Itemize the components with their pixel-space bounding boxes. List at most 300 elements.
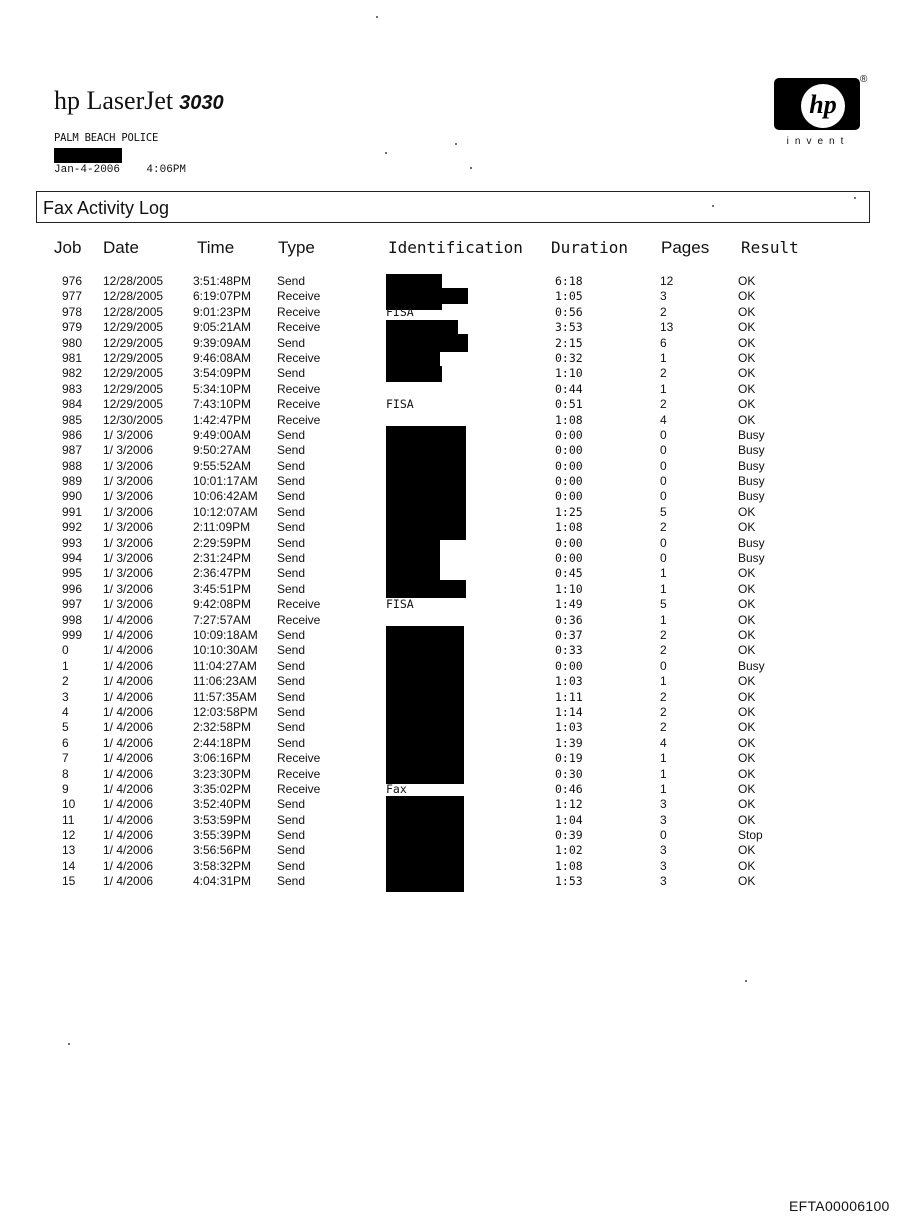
cell-time: 9:46:08AM (193, 350, 252, 365)
cell-result: OK (738, 704, 756, 719)
cell-time: 6:19:07PM (193, 289, 252, 304)
table-row (0, 305, 916, 320)
cell-job: 12 (62, 828, 76, 843)
column-header-type: Type (278, 238, 315, 257)
cell-dur: 3:53 (555, 320, 583, 335)
cell-type: Send (277, 689, 306, 704)
cell-type: Send (277, 443, 306, 458)
cell-result: OK (738, 781, 756, 796)
cell-job: 976 (62, 274, 83, 288)
cell-pages: 1 (660, 751, 667, 766)
column-header-time: Time (197, 238, 235, 257)
cell-pages: 0 (660, 828, 667, 843)
cell-date: 1/ 4/2006 (103, 812, 154, 827)
cell-pages: 2 (660, 704, 667, 719)
cell-pages: 0 (660, 535, 667, 550)
cell-time: 3:06:16PM (193, 751, 252, 766)
cell-time: 11:06:23AM (193, 674, 257, 689)
table-row (0, 720, 916, 735)
logo-box (774, 78, 860, 130)
cell-job: 989 (62, 474, 83, 489)
table-row (0, 443, 916, 458)
cell-type: Send (277, 520, 306, 535)
table-row (0, 336, 916, 351)
cell-type: Receive (277, 289, 321, 304)
cell-pages: 3 (660, 812, 667, 827)
cell-date: 1/ 3/2006 (103, 566, 154, 581)
cell-time: 3:45:51PM (193, 581, 252, 596)
cell-result: Busy (738, 474, 765, 489)
cell-type: Send (277, 535, 306, 550)
cell-date: 12/29/2005 (103, 350, 164, 365)
cell-result: OK (738, 366, 756, 381)
table-row (0, 751, 916, 766)
hp-logo (768, 74, 868, 154)
cell-dur: 1:08 (555, 858, 583, 873)
logo-disc (801, 84, 845, 128)
logo-mark: hp (809, 90, 837, 119)
cell-date: 1/ 4/2006 (103, 858, 154, 873)
cell-result: OK (738, 397, 756, 412)
cell-time: 3:56:56PM (193, 843, 252, 858)
cell-dur: 0:19 (555, 751, 583, 766)
scan-speck (712, 205, 714, 207)
cell-result: OK (738, 751, 756, 766)
cell-job: 7 (62, 751, 69, 766)
table-row (0, 643, 916, 658)
cell-time: 9:50:27AM (193, 443, 252, 458)
cell-date: 1/ 3/2006 (103, 581, 154, 596)
table-row (0, 582, 916, 597)
cell-job: 0 (62, 643, 69, 658)
column-header-duration: Duration (551, 238, 629, 257)
cell-type: Send (277, 704, 306, 719)
cell-pages: 2 (660, 520, 667, 535)
cell-time: 10:12:07AM (193, 504, 258, 519)
cell-time: 10:01:17AM (193, 474, 258, 489)
cell-result: Busy (738, 535, 765, 550)
cell-job: 988 (62, 458, 83, 473)
cell-time: 9:01:23PM (193, 304, 252, 319)
table-row (0, 613, 916, 628)
cell-job: 995 (62, 566, 83, 581)
column-header-result: Result (741, 238, 799, 257)
cell-time: 9:49:00AM (193, 427, 252, 442)
cell-date: 12/28/2005 (103, 274, 164, 288)
cell-date: 1/ 4/2006 (103, 612, 154, 627)
cell-date: 1/ 4/2006 (103, 751, 154, 766)
table-row (0, 797, 916, 812)
cell-result: Busy (738, 489, 765, 504)
cell-dur: 0:36 (555, 612, 583, 627)
scan-speck (68, 1043, 70, 1045)
cell-result: Busy (738, 443, 765, 458)
table-row (0, 674, 916, 689)
cell-job: 998 (62, 612, 83, 627)
scan-speck (854, 197, 856, 199)
cell-job: 14 (62, 858, 76, 873)
cell-pages: 4 (660, 412, 667, 427)
cell-pages: 2 (660, 689, 667, 704)
cell-job: 984 (62, 397, 83, 412)
cell-job: 994 (62, 551, 83, 566)
brand-model: 3030 (179, 92, 224, 114)
cell-job: 981 (62, 350, 83, 365)
cell-type: Send (277, 504, 306, 519)
scan-speck (376, 16, 378, 18)
cell-job: 6 (62, 735, 69, 750)
cell-date: 1/ 3/2006 (103, 551, 154, 566)
cell-job: 996 (62, 581, 83, 596)
cell-type: Receive (277, 781, 321, 796)
column-header-identification: Identification (388, 238, 523, 257)
cell-dur: 2:15 (555, 335, 583, 350)
table-row (0, 566, 916, 581)
cell-date: 1/ 4/2006 (103, 627, 154, 642)
cell-dur: 0:00 (555, 458, 583, 473)
cell-date: 1/ 4/2006 (103, 735, 154, 750)
cell-job: 13 (62, 843, 76, 858)
table-row (0, 505, 916, 520)
cell-time: 3:23:30PM (193, 766, 252, 781)
cell-dur: 0:30 (555, 766, 583, 781)
cell-date: 1/ 4/2006 (103, 689, 154, 704)
cell-result: Stop (738, 828, 763, 843)
cell-result: Busy (738, 458, 765, 473)
cell-time: 10:10:30AM (193, 643, 258, 658)
cell-job: 991 (62, 504, 83, 519)
cell-date: 1/ 4/2006 (103, 643, 154, 658)
organization-name: PALM BEACH POLICE (54, 132, 159, 144)
cell-result: OK (738, 797, 756, 812)
table-row (0, 397, 916, 412)
cell-type: Send (277, 566, 306, 581)
cell-pages: 1 (660, 781, 667, 796)
cell-pages: 3 (660, 797, 667, 812)
cell-date: 1/ 3/2006 (103, 458, 154, 473)
cell-type: Send (277, 551, 306, 566)
cell-date: 1/ 3/2006 (103, 474, 154, 489)
table-row (0, 413, 916, 428)
cell-pages: 2 (660, 397, 667, 412)
cell-type: Receive (277, 304, 321, 319)
cell-job: 986 (62, 427, 83, 442)
cell-result: OK (738, 289, 756, 304)
cell-pages: 12 (660, 274, 674, 288)
cell-pages: 0 (660, 658, 667, 673)
cell-type: Receive (277, 751, 321, 766)
cell-dur: 0:00 (555, 551, 583, 566)
cell-id: FISA (386, 304, 414, 319)
cell-result: OK (738, 812, 756, 827)
cell-result: OK (738, 735, 756, 750)
cell-time: 3:51:48PM (193, 274, 252, 288)
cell-id: Fax (386, 781, 407, 796)
table-row (0, 428, 916, 443)
cell-type: Send (277, 858, 306, 873)
cell-job: 1 (62, 658, 69, 673)
cell-type: Receive (277, 350, 321, 365)
cell-result: OK (738, 566, 756, 581)
table-row (0, 859, 916, 874)
cell-result: Busy (738, 551, 765, 566)
cell-dur: 1:03 (555, 674, 583, 689)
cell-dur: 1:03 (555, 720, 583, 735)
cell-dur: 0:39 (555, 828, 583, 843)
cell-date: 1/ 3/2006 (103, 520, 154, 535)
cell-time: 3:58:32PM (193, 858, 252, 873)
document-id: EFTA00006100 (789, 1198, 890, 1214)
cell-type: Receive (277, 381, 321, 396)
cell-result: OK (738, 674, 756, 689)
registered-mark: ® (860, 74, 868, 85)
column-header-date: Date (103, 238, 139, 257)
table-row (0, 520, 916, 535)
cell-time: 10:06:42AM (193, 489, 258, 504)
cell-dur: 1:04 (555, 812, 583, 827)
cell-date: 1/ 4/2006 (103, 766, 154, 781)
cell-date: 1/ 3/2006 (103, 489, 154, 504)
cell-pages: 2 (660, 304, 667, 319)
cell-type: Receive (277, 612, 321, 627)
table-row (0, 382, 916, 397)
cell-dur: 0:00 (555, 658, 583, 673)
cell-job: 8 (62, 766, 69, 781)
cell-date: 1/ 3/2006 (103, 597, 154, 612)
cell-result: OK (738, 766, 756, 781)
cell-date: 12/29/2005 (103, 381, 164, 396)
cell-dur: 1:05 (555, 289, 583, 304)
table-row (0, 351, 916, 366)
cell-dur: 1:49 (555, 597, 583, 612)
scan-speck (385, 152, 387, 154)
cell-dur: 1:39 (555, 735, 583, 750)
cell-date: 12/29/2005 (103, 397, 164, 412)
cell-date: 1/ 4/2006 (103, 658, 154, 673)
cell-result: OK (738, 612, 756, 627)
cell-dur: 0:00 (555, 427, 583, 442)
cell-type: Send (277, 458, 306, 473)
cell-job: 980 (62, 335, 83, 350)
cell-date: 1/ 4/2006 (103, 781, 154, 796)
cell-dur: 0:00 (555, 443, 583, 458)
table-row (0, 705, 916, 720)
column-header-pages: Pages (661, 238, 710, 257)
cell-pages: 2 (660, 643, 667, 658)
cell-job: 987 (62, 443, 83, 458)
cell-type: Send (277, 474, 306, 489)
cell-time: 2:44:18PM (193, 735, 252, 750)
cell-result: OK (738, 304, 756, 319)
cell-result: OK (738, 320, 756, 335)
cell-job: 3 (62, 689, 69, 704)
table-row (0, 320, 916, 335)
table-row (0, 874, 916, 889)
scan-speck (745, 980, 747, 982)
cell-result: OK (738, 643, 756, 658)
cell-dur: 6:18 (555, 274, 583, 288)
cell-job: 985 (62, 412, 83, 427)
cell-time: 2:31:24PM (193, 551, 252, 566)
cell-pages: 3 (660, 858, 667, 873)
cell-pages: 1 (660, 381, 667, 396)
cell-date: 1/ 4/2006 (103, 704, 154, 719)
cell-result: OK (738, 350, 756, 365)
cell-type: Send (277, 674, 306, 689)
cell-job: 997 (62, 597, 83, 612)
table-row (0, 489, 916, 504)
cell-time: 3:55:39PM (193, 828, 252, 843)
fax-activity-table (0, 274, 916, 890)
cell-type: Send (277, 366, 306, 381)
cell-result: OK (738, 597, 756, 612)
cell-dur: 0:46 (555, 781, 583, 796)
cell-time: 11:04:27AM (193, 658, 257, 673)
cell-pages: 0 (660, 489, 667, 504)
cell-type: Send (277, 335, 306, 350)
cell-pages: 3 (660, 874, 667, 889)
cell-time: 9:55:52AM (193, 458, 252, 473)
cell-time: 11:57:35AM (193, 689, 257, 704)
cell-type: Send (277, 627, 306, 642)
cell-result: OK (738, 874, 756, 889)
table-row (0, 736, 916, 751)
cell-pages: 1 (660, 566, 667, 581)
cell-result: OK (738, 689, 756, 704)
cell-type: Receive (277, 766, 321, 781)
cell-result: OK (738, 843, 756, 858)
table-row (0, 782, 916, 797)
cell-time: 3:52:40PM (193, 797, 252, 812)
cell-result: OK (738, 274, 756, 288)
cell-type: Receive (277, 320, 321, 335)
cell-job: 977 (62, 289, 83, 304)
cell-job: 4 (62, 704, 69, 719)
cell-type: Send (277, 828, 306, 843)
cell-date: 1/ 3/2006 (103, 504, 154, 519)
cell-dur: 0:32 (555, 350, 583, 365)
cell-dur: 0:33 (555, 643, 583, 658)
table-row (0, 274, 916, 289)
cell-date: 12/30/2005 (103, 412, 164, 427)
log-title-box (36, 191, 870, 223)
cell-type: Send (277, 843, 306, 858)
logo-tagline: invent (786, 136, 850, 147)
cell-dur: 0:45 (555, 566, 583, 581)
cell-time: 4:04:31PM (193, 874, 252, 889)
cell-date: 12/29/2005 (103, 366, 164, 381)
cell-date: 1/ 4/2006 (103, 874, 154, 889)
scan-speck (455, 143, 457, 145)
cell-pages: 13 (660, 320, 674, 335)
cell-pages: 0 (660, 474, 667, 489)
table-row (0, 597, 916, 612)
cell-job: 9 (62, 781, 69, 796)
cell-date: 12/29/2005 (103, 320, 164, 335)
cell-type: Receive (277, 597, 321, 612)
cell-pages: 2 (660, 627, 667, 642)
cell-job: 983 (62, 381, 83, 396)
cell-dur: 0:44 (555, 381, 583, 396)
table-row (0, 474, 916, 489)
cell-time: 7:27:57AM (193, 612, 252, 627)
cell-job: 15 (62, 874, 76, 889)
cell-result: OK (738, 858, 756, 873)
cell-result: OK (738, 720, 756, 735)
cell-result: OK (738, 412, 756, 427)
redaction-block (54, 148, 122, 163)
cell-dur: 1:25 (555, 504, 583, 519)
cell-job: 978 (62, 304, 83, 319)
cell-dur: 0:51 (555, 397, 583, 412)
cell-time: 12:03:58PM (193, 704, 258, 719)
cell-job: 2 (62, 674, 69, 689)
cell-pages: 2 (660, 366, 667, 381)
cell-date: 1/ 3/2006 (103, 535, 154, 550)
cell-pages: 5 (660, 504, 667, 519)
cell-pages: 4 (660, 735, 667, 750)
cell-pages: 1 (660, 766, 667, 781)
cell-pages: 0 (660, 458, 667, 473)
cell-type: Send (277, 427, 306, 442)
cell-result: OK (738, 520, 756, 535)
cell-type: Send (277, 581, 306, 596)
cell-job: 982 (62, 366, 83, 381)
cell-type: Send (277, 874, 306, 889)
table-row (0, 289, 916, 304)
cell-pages: 6 (660, 335, 667, 350)
cell-result: Busy (738, 427, 765, 442)
cell-type: Send (277, 274, 306, 288)
cell-result: Busy (738, 658, 765, 673)
cell-time: 3:53:59PM (193, 812, 252, 827)
log-title: Fax Activity Log (43, 198, 170, 218)
cell-type: Send (277, 735, 306, 750)
cell-type: Send (277, 489, 306, 504)
cell-result: OK (738, 627, 756, 642)
cell-date: 1/ 4/2006 (103, 674, 154, 689)
cell-dur: 1:10 (555, 366, 583, 381)
cell-pages: 0 (660, 443, 667, 458)
table-row (0, 828, 916, 843)
cell-job: 979 (62, 320, 83, 335)
cell-dur: 1:08 (555, 520, 583, 535)
table-row (0, 628, 916, 643)
cell-pages: 3 (660, 289, 667, 304)
cell-type: Send (277, 643, 306, 658)
cell-dur: 1:11 (555, 689, 583, 704)
cell-job: 992 (62, 520, 83, 535)
cell-time: 2:11:09PM (193, 520, 251, 535)
cell-pages: 1 (660, 581, 667, 596)
table-row (0, 459, 916, 474)
cell-pages: 5 (660, 597, 667, 612)
cell-pages: 1 (660, 674, 667, 689)
cell-dur: 0:56 (555, 304, 583, 319)
cell-date: 1/ 3/2006 (103, 443, 154, 458)
cell-time: 3:35:02PM (193, 781, 252, 796)
cell-type: Receive (277, 397, 321, 412)
brand-title (54, 86, 224, 116)
cell-pages: 2 (660, 720, 667, 735)
brand-name: hp LaserJet (54, 86, 174, 115)
cell-date: 1/ 4/2006 (103, 797, 154, 812)
cell-time: 2:32:58PM (193, 720, 252, 735)
table-row (0, 366, 916, 381)
cell-type: Receive (277, 412, 321, 427)
cell-job: 999 (62, 627, 83, 642)
cell-date: 1/ 3/2006 (103, 427, 154, 442)
